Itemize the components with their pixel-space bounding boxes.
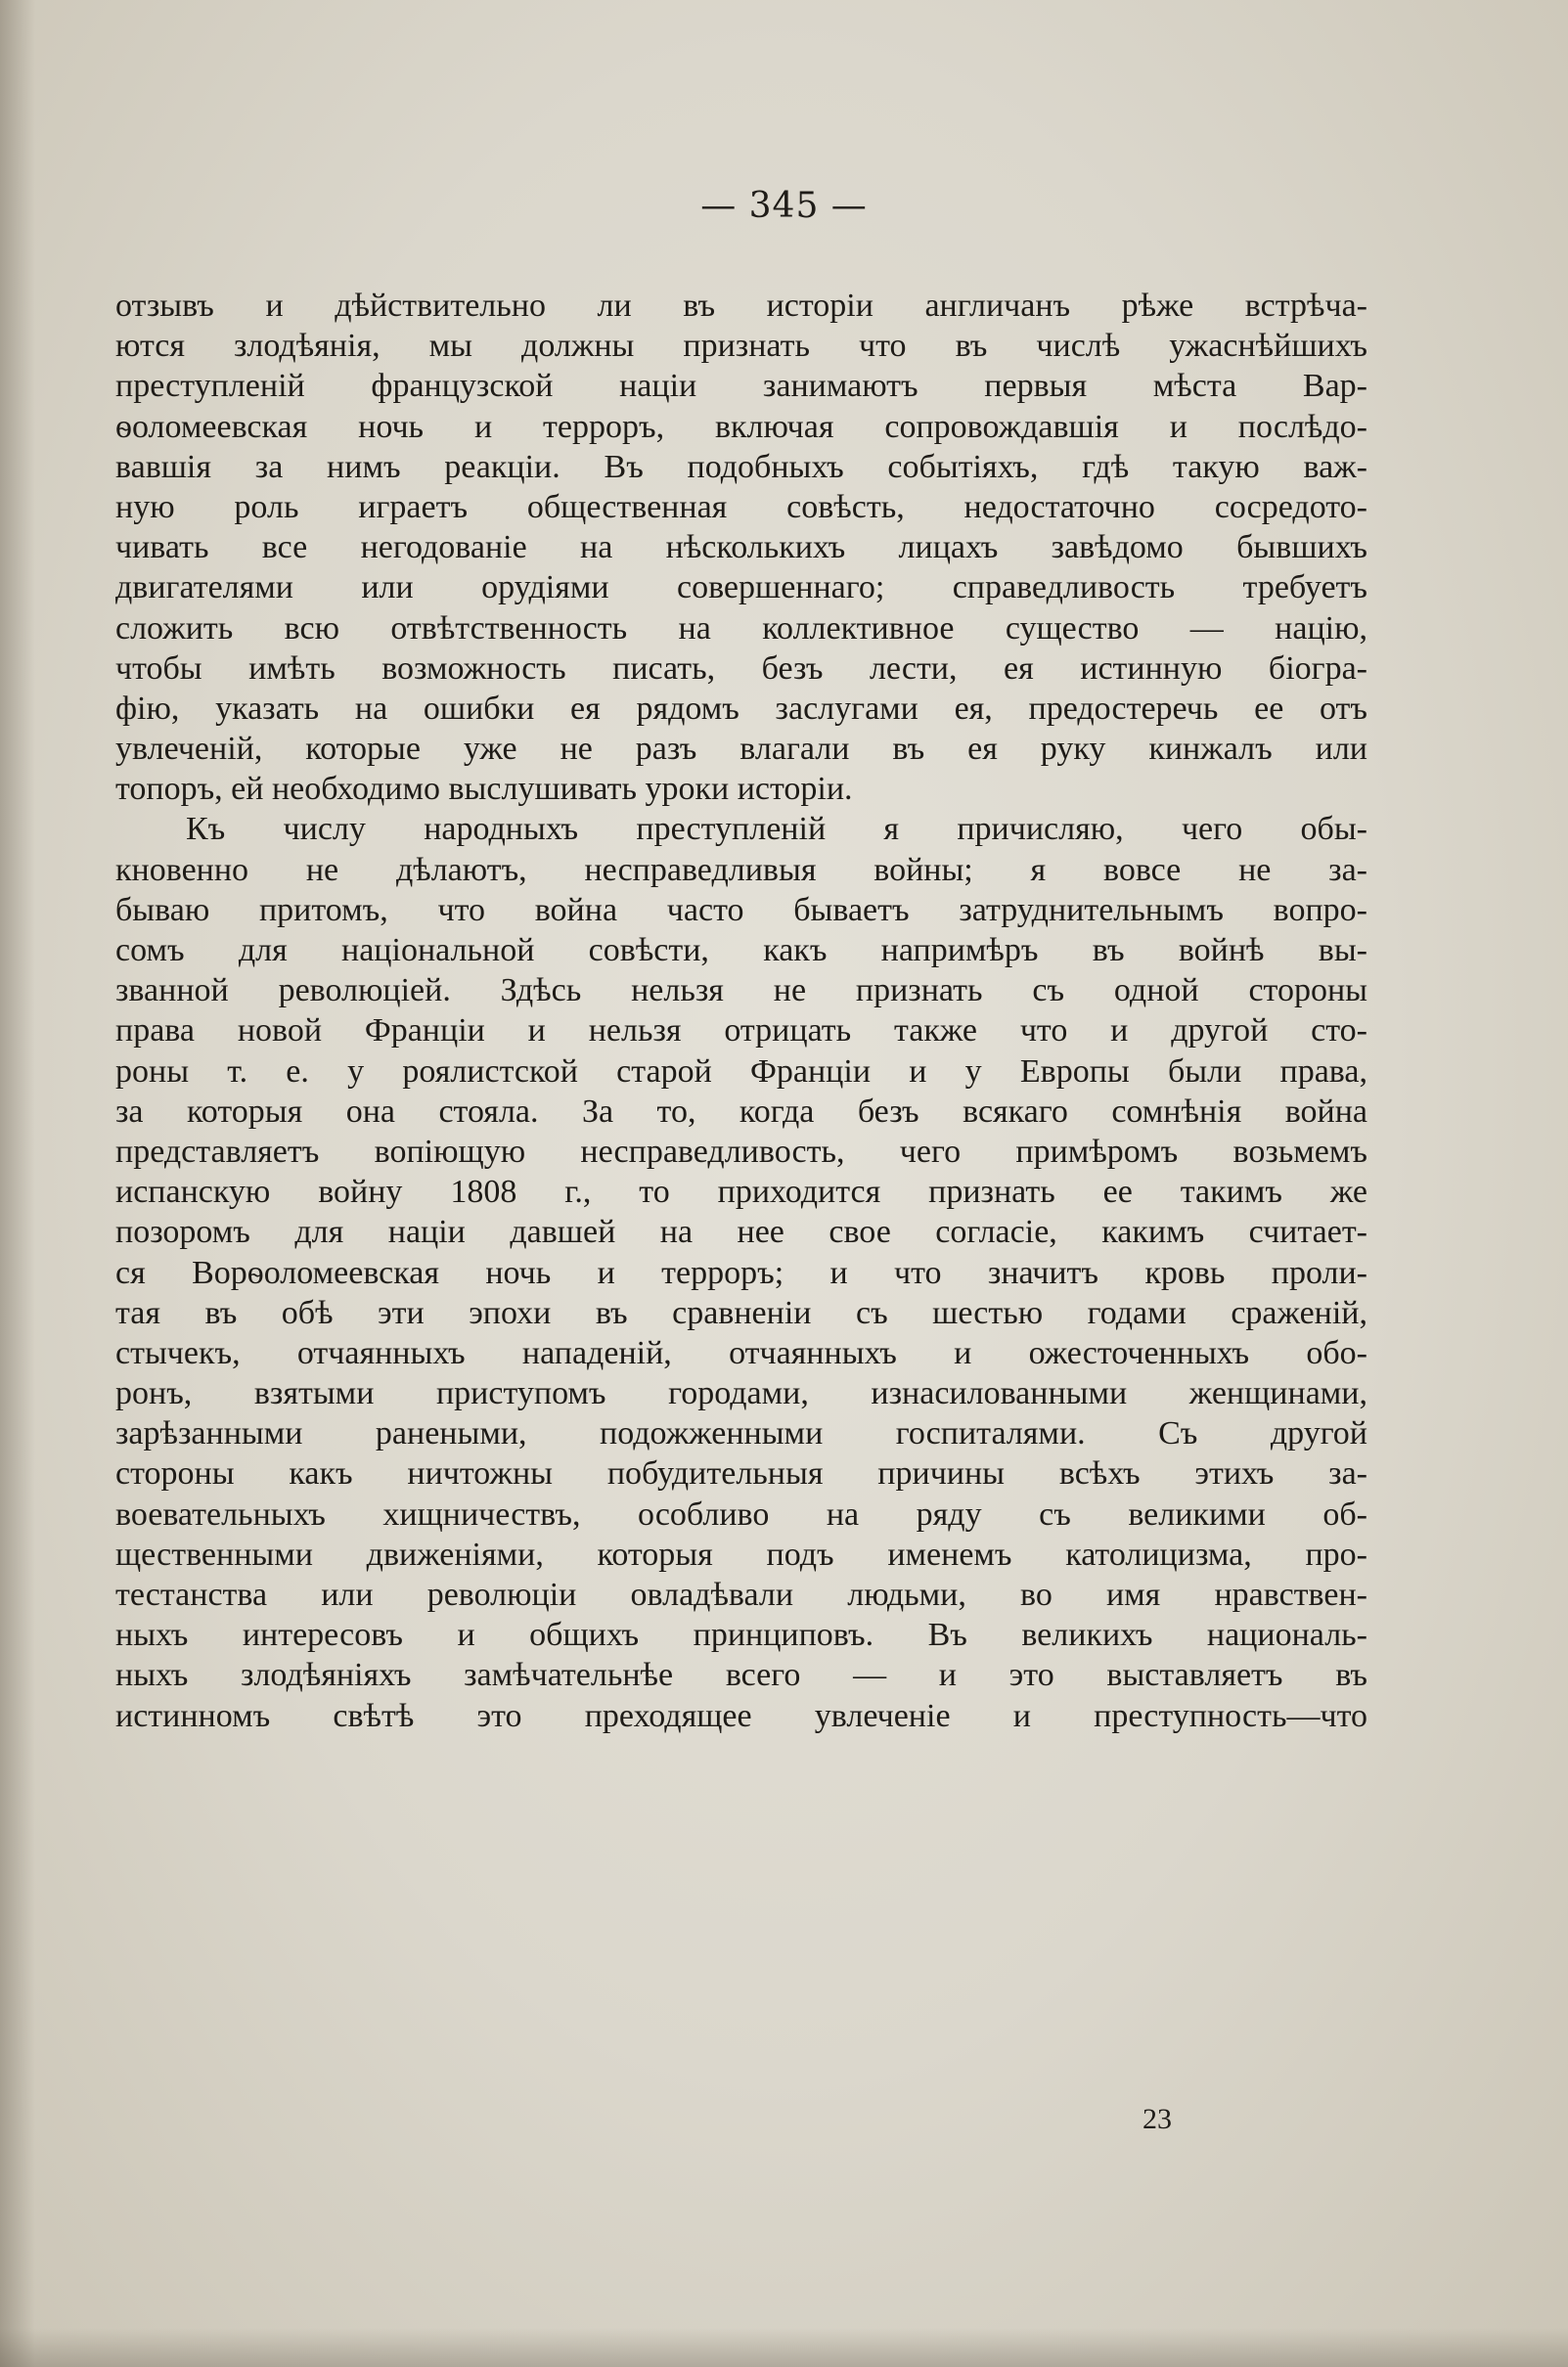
text-line: зарѣзанными ранеными, подожженными госпиталями. Съ другой: [115, 1415, 1367, 1452]
text-line: ся Ворѳоломеевская ночь и терроръ; и что значитъ кровь проли-: [115, 1254, 1367, 1291]
text-line: за которыя она стояла. За то, когда безъ всякаго сомнѣнія война: [115, 1093, 1367, 1130]
text-line: щественными движеніями, которыя подъ именемъ католицизма, про-: [115, 1536, 1367, 1573]
text-line: вавшія за нимъ реакціи. Въ подобныхъ событіяхъ, гдѣ такую важ-: [115, 448, 1367, 485]
page-edge-shadow: [0, 0, 35, 2367]
text-line: тая въ обѣ эти эпохи въ сравненіи съ шестью годами сраженій,: [115, 1294, 1367, 1331]
text-line: чтобы имѣть возможность писать, безъ лести, ея истинную біогра-: [115, 649, 1367, 687]
text-line: истинномъ свѣтѣ это преходящее увлеченіе и преступность—что: [115, 1697, 1367, 1734]
text-line: ныхъ интересовъ и общихъ принциповъ. Въ великихъ националь-: [115, 1617, 1367, 1654]
text-line: фію, указать на ошибки ея рядомъ заслугами ея, предостеречь ее отъ: [115, 690, 1367, 727]
text-line: роны т. е. у роялистской старой Франціи и у Европы были права,: [115, 1052, 1367, 1090]
text-line: бываю притомъ, что война часто бываетъ затруднительнымъ вопро-: [115, 891, 1367, 928]
text-line: кновенно не дѣлаютъ, несправедливыя войны; я вовсе не за-: [115, 851, 1367, 888]
text-line: отзывъ и дѣйствительно ли въ исторіи англичанъ рѣже встрѣча-: [115, 288, 1367, 324]
text-line: ѳоломеевская ночь и терроръ, включая сопровождавшія и послѣдо-: [115, 408, 1367, 445]
text-line: права новой Франціи и нельзя отрицать также что и другой сто-: [115, 1012, 1367, 1050]
text-line: стороны какъ ничтожны побудительныя причины всѣхъ этихъ за-: [115, 1455, 1367, 1493]
text-line: ронъ, взятыми приступомъ городами, изнасилованными женщинами,: [115, 1375, 1367, 1412]
text-line: тестанства или революціи овладѣвали людьми, во имя нравствен-: [115, 1577, 1367, 1613]
text-line: ются злодѣянія, мы должны признать что въ числѣ ужаснѣйшихъ: [115, 328, 1367, 365]
signature-mark: 23: [1142, 2103, 1172, 2135]
text-line: Къ числу народныхъ преступленій я причисляю, чего обы-: [186, 811, 1367, 848]
text-line: топоръ, ей необходимо выслушивать уроки исторіи.: [115, 771, 853, 808]
text-line: сложить всю отвѣтственность на коллективное существо — націю,: [115, 609, 1367, 647]
text-line: представляетъ вопіющую несправедливость, чего примѣромъ возьмемъ: [115, 1133, 1367, 1170]
text-line: стычекъ, отчаянныхъ нападеній, отчаянныхъ и ожесточенныхъ обо-: [115, 1334, 1367, 1371]
paragraph-2: [115, 809, 1367, 1735]
paragraph-1: [115, 286, 1367, 809]
page-bottom-shadow: [0, 2328, 1568, 2367]
body-text: [115, 286, 1367, 1736]
text-line: двигателями или орудіями совершеннаго; справедливость требуетъ: [115, 569, 1367, 606]
text-line: сомъ для національной совѣсти, какъ напримѣръ въ войнѣ вы-: [115, 932, 1367, 968]
text-line: воевательныхъ хищничествъ, особливо на ряду съ великими об-: [115, 1496, 1367, 1533]
text-line: званной революціей. Здѣсь нельзя не признать съ одной стороны: [115, 972, 1367, 1009]
text-line: чивать все негодованіе на нѣсколькихъ лицахъ завѣдомо бывшихъ: [115, 529, 1367, 566]
text-line: преступленій французской націи занимаютъ первыя мѣста Вар-: [115, 368, 1367, 405]
text-line: увлеченій, которые уже не разъ влагали въ ея руку кинжалъ или: [115, 731, 1367, 768]
page-number: — 345 —: [700, 186, 868, 226]
text-line: ныхъ злодѣяніяхъ замѣчательнѣе всего — и это выставляетъ въ: [115, 1657, 1367, 1694]
text-line: ную роль играетъ общественная совѣсть, недостаточно сосредото-: [115, 488, 1367, 525]
text-line: испанскую войну 1808 г., то приходится признать ее такимъ же: [115, 1174, 1367, 1211]
text-line: позоромъ для націи давшей на нее свое согласіе, какимъ считает-: [115, 1214, 1367, 1251]
